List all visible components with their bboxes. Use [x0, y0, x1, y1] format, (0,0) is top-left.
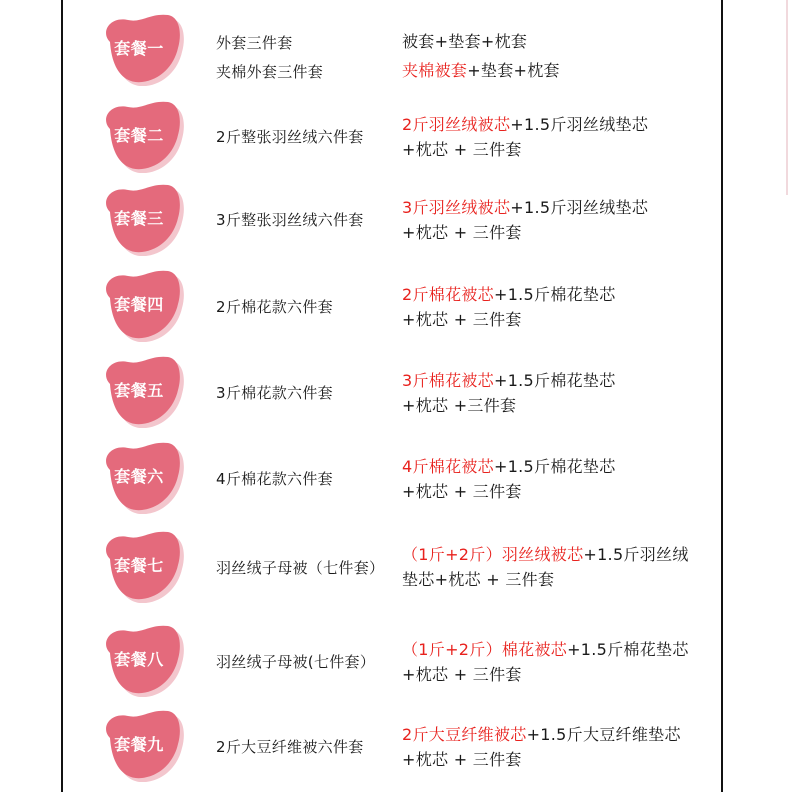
- package-label: 套餐三: [114, 208, 164, 228]
- contents-highlight: 2斤大豆纤维被芯: [402, 725, 527, 744]
- contents-rest: +1.5斤羽丝绒: [583, 545, 689, 564]
- package-badge: [98, 354, 184, 428]
- contents-highlight: 夹棉被套: [402, 61, 468, 80]
- package-contents: [402, 29, 527, 54]
- contents-rest: +1.5斤羽丝绒垫芯: [510, 115, 649, 134]
- contents-highlight: 3斤棉花被芯: [402, 371, 494, 390]
- contents-highlight: 4斤棉花被芯: [402, 457, 494, 476]
- package-label: 套餐七: [114, 555, 164, 575]
- contents-line2: 垫芯+枕芯 + 三件套: [402, 570, 555, 589]
- contents-line2: +枕芯 + 三件套: [402, 482, 522, 501]
- contents-rest: +垫套+枕套: [467, 61, 560, 80]
- contents-highlight: （1斤+2斤）棉花被芯: [402, 640, 568, 659]
- contents-line2: +枕芯 + 三件套: [402, 310, 522, 329]
- contents-rest: +1.5斤羽丝绒垫芯: [510, 198, 649, 217]
- package-name-secondary: 夹棉外套三件套: [216, 63, 324, 81]
- contents-rest: +1.5斤棉花垫芯: [493, 371, 616, 390]
- package-contents: [402, 368, 616, 418]
- package-label: 套餐一: [114, 38, 164, 58]
- package-label: 套餐二: [114, 125, 164, 145]
- package-badge: [98, 708, 184, 782]
- contents-highlight: 2斤羽丝绒被芯: [402, 115, 511, 134]
- package-contents: [402, 454, 616, 504]
- contents-line2: +枕芯 + 三件套: [402, 665, 522, 684]
- package-badge: [98, 529, 184, 603]
- package-name: 外套三件套: [216, 34, 293, 52]
- package-contents-secondary: [402, 58, 560, 83]
- package-badge: [98, 12, 184, 86]
- package-badge: [98, 623, 184, 697]
- contents-highlight: 3斤羽丝绒被芯: [402, 198, 511, 217]
- package-badge: [98, 268, 184, 342]
- package-badge: [98, 182, 184, 256]
- contents-rest: +1.5斤棉花垫芯: [493, 285, 616, 304]
- package-contents: [402, 282, 616, 332]
- edge-mark: [786, 0, 788, 195]
- package-contents: [402, 195, 648, 245]
- contents-rest: +1.5斤棉花垫芯: [493, 457, 616, 476]
- contents-line2: +枕芯 + 三件套: [402, 140, 522, 159]
- frame-left-border: [61, 0, 63, 792]
- contents-line2: +枕芯 + 三件套: [402, 223, 522, 242]
- contents-rest: +1.5斤棉花垫芯: [567, 640, 689, 659]
- package-name: 3斤棉花款六件套: [216, 384, 333, 402]
- package-name: 羽丝绒子母被（七件套）: [216, 559, 385, 577]
- package-label: 套餐五: [114, 380, 164, 400]
- package-contents: [402, 542, 689, 592]
- contents-line1: 被套+垫套+枕套: [402, 32, 528, 51]
- package-name: 羽丝绒子母被(七件套）: [216, 653, 376, 671]
- package-name: 3斤整张羽丝绒六件套: [216, 211, 364, 229]
- contents-highlight: （1斤+2斤）羽丝绒被芯: [402, 545, 584, 564]
- frame-right-border: [721, 0, 723, 792]
- package-name: 2斤整张羽丝绒六件套: [216, 128, 364, 146]
- contents-rest: +1.5斤大豆纤维垫芯: [526, 725, 681, 744]
- package-label: 套餐四: [114, 294, 164, 314]
- package-name: 4斤棉花款六件套: [216, 470, 333, 488]
- package-badge: [98, 440, 184, 514]
- contents-line2: +枕芯 + 三件套: [402, 750, 522, 769]
- package-label: 套餐九: [114, 734, 164, 754]
- contents-highlight: 2斤棉花被芯: [402, 285, 494, 304]
- package-label: 套餐八: [114, 649, 164, 669]
- package-contents: [402, 637, 689, 687]
- package-label: 套餐六: [114, 466, 164, 486]
- package-badge: [98, 99, 184, 173]
- package-contents: [402, 112, 648, 162]
- package-name: 2斤大豆纤维被六件套: [216, 738, 364, 756]
- package-name: 2斤棉花款六件套: [216, 298, 333, 316]
- contents-line2: +枕芯 +三件套: [402, 396, 517, 415]
- package-contents: [402, 722, 681, 772]
